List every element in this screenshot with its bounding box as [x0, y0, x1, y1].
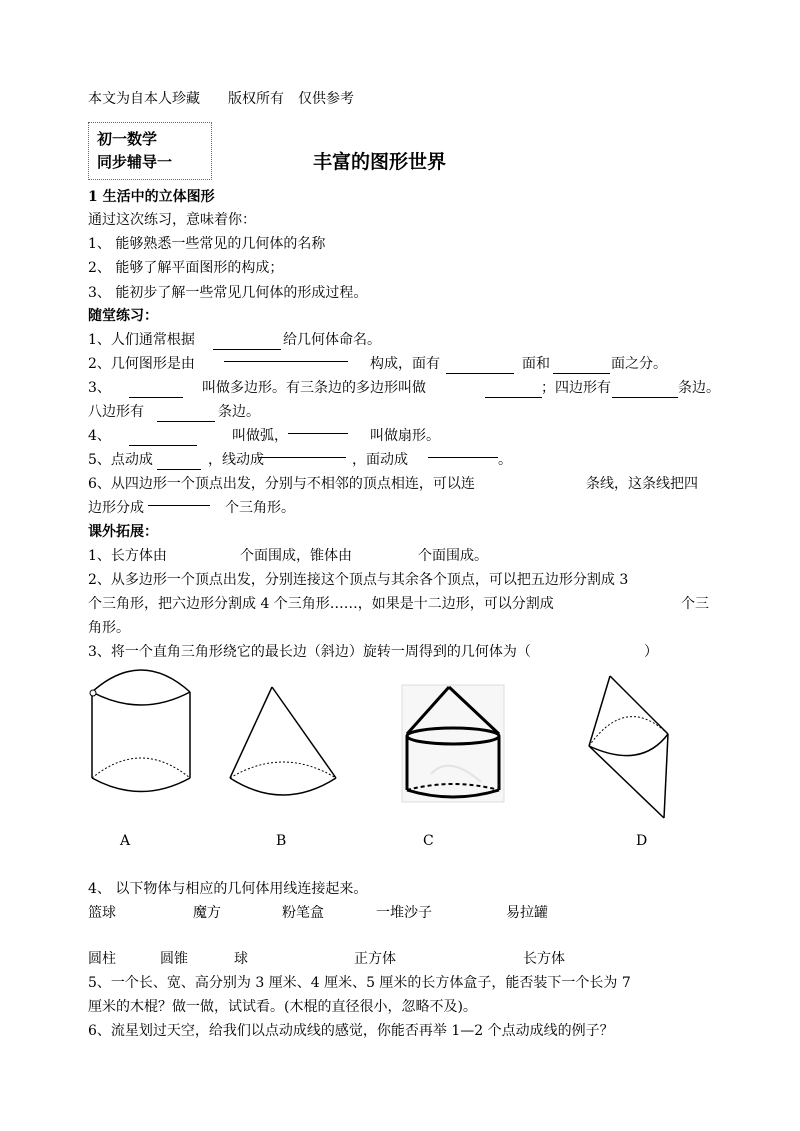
extension-q2-text: 个三角形，把六边形分割成 4 个三角形……，如果是十二边形，可以分割成 [88, 596, 554, 612]
solid-item: 球 [234, 951, 248, 967]
figure-d-double-cone [586, 674, 676, 824]
practice-q3-text: 条边。 [218, 404, 260, 420]
goal-item: 2、 能够了解平面图形的构成； [88, 260, 284, 276]
object-item: 篮球 [88, 905, 116, 921]
figure-c-cone-on-cylinder [401, 684, 505, 804]
practice-q4-text: 叫做扇形。 [370, 428, 440, 444]
solid-item: 正方体 [354, 951, 396, 967]
object-item: 一堆沙子 [376, 905, 432, 921]
grade-tag-line2: 同步辅导一 [97, 153, 173, 171]
option-label-b: B [276, 833, 287, 849]
practice-q5-text: 5、点动成 [88, 452, 153, 468]
page-title: 丰富的图形世界 [313, 151, 447, 173]
extension-q6-text: 6、流星划过天空，给我们以点动成线的感觉，你能否再举 1—2 个点动成线的例子？ [88, 1023, 614, 1039]
blank-line [129, 445, 197, 446]
practice-q5-text: ，面动成 [352, 452, 408, 468]
blank-line [224, 361, 348, 362]
intro-lead: 通过这次练习，意味着你： [88, 212, 256, 228]
section-heading: 1 生活中的立体图形 [88, 189, 215, 205]
blank-line [288, 433, 348, 434]
practice-q3-text: 八边形有 [88, 404, 144, 420]
extension-q3-text: 3、将一个直角三角形绕它的最长边（斜边）旋转一周得到的几何体为（ [88, 644, 531, 660]
extension-q2-text: 2、从多边形一个顶点出发，分别连接这个顶点与其余各个顶点，可以把五边形分割成 3 [88, 572, 629, 588]
extension-q3-close: ） [644, 644, 658, 660]
blank-line [612, 397, 678, 398]
practice-heading: 随堂练习： [88, 308, 158, 324]
option-label-a: A [120, 833, 131, 849]
blank-line [428, 457, 498, 458]
option-label-d: D [636, 833, 648, 849]
practice-q6-text: 个三角形。 [225, 500, 295, 516]
practice-q2-text: 面和 [522, 356, 550, 372]
goal-item: 1、 能够熟悉一些常见的几何体的名称 [88, 236, 326, 252]
solid-item: 圆锥 [160, 951, 188, 967]
practice-q4-text: 4、 [88, 428, 111, 444]
extension-heading: 课外拓展： [88, 524, 158, 540]
blank-line [258, 457, 346, 458]
blank-line [213, 349, 281, 350]
solid-item: 长方体 [523, 951, 565, 967]
practice-q6-text: 6、从四边形一个顶点出发，分别与不相邻的顶点相连，可以连 [88, 476, 475, 492]
extension-q1-text: 1、长方体由 [88, 548, 167, 564]
extension-q1-text: 个面围成，锥体由 [240, 548, 352, 564]
blank-line [446, 373, 514, 374]
practice-q6-text: 边形分成 [88, 500, 144, 516]
blank-line [553, 373, 610, 374]
practice-q5-text: 。 [498, 452, 512, 468]
option-label-c: C [423, 833, 434, 849]
grade-tag-line1: 初一数学 [97, 130, 158, 148]
blank-line [129, 397, 183, 398]
practice-q3-text: 3、 [88, 380, 111, 396]
object-item: 粉笔盒 [282, 905, 324, 921]
blank-line [485, 397, 542, 398]
practice-q3-text: 叫做多边形。有三条边的多边形叫做 [202, 380, 426, 396]
extension-q5-text: 厘米的木棍？做一做，试试看。(木棍的直径很小，忽略不及)。 [88, 999, 477, 1015]
solid-item: 圆柱 [88, 951, 116, 967]
object-item: 魔方 [193, 905, 221, 921]
extension-q2-text: 个三 [681, 596, 709, 612]
extension-q2-text: 角形。 [88, 620, 130, 636]
practice-q3-text: 条边。 [678, 380, 720, 396]
blank-line [157, 469, 201, 470]
figure-b-cone [224, 684, 344, 814]
figure-a-cylinder [86, 660, 196, 820]
blank-line [157, 421, 215, 422]
practice-q2-text: 面之分。 [611, 356, 667, 372]
blank-line [148, 505, 210, 506]
grade-tag-box [88, 122, 212, 180]
practice-q6-text: 条线，这条线把四 [586, 476, 698, 492]
practice-q1-text: 1、人们通常根据 [88, 332, 195, 348]
practice-q1-text: 给几何体命名。 [283, 332, 381, 348]
object-item: 易拉罐 [506, 905, 548, 921]
practice-q2-text: 2、几何图形是由 [88, 356, 195, 372]
extension-q5-text: 5、一个长、宽、高分别为 3 厘米、4 厘米、5 厘米的长方体盒子，能否装下一个长为 7 [88, 975, 631, 991]
goal-item: 3、 能初步了解一些常见几何体的形成过程。 [88, 285, 368, 301]
practice-q5-text: ，线动成 [208, 452, 264, 468]
practice-q4-text: 叫做弧， [232, 428, 288, 444]
practice-q2-text: 构成，面有 [370, 356, 440, 372]
extension-q4-text: 4、 以下物体与相应的几何体用线连接起来。 [88, 881, 368, 897]
extension-q1-text: 个面围成。 [418, 548, 488, 564]
practice-q3-text: ；四边形有 [541, 380, 611, 396]
header-note: 本文为自本人珍藏 版权所有 仅供参考 [88, 91, 354, 107]
